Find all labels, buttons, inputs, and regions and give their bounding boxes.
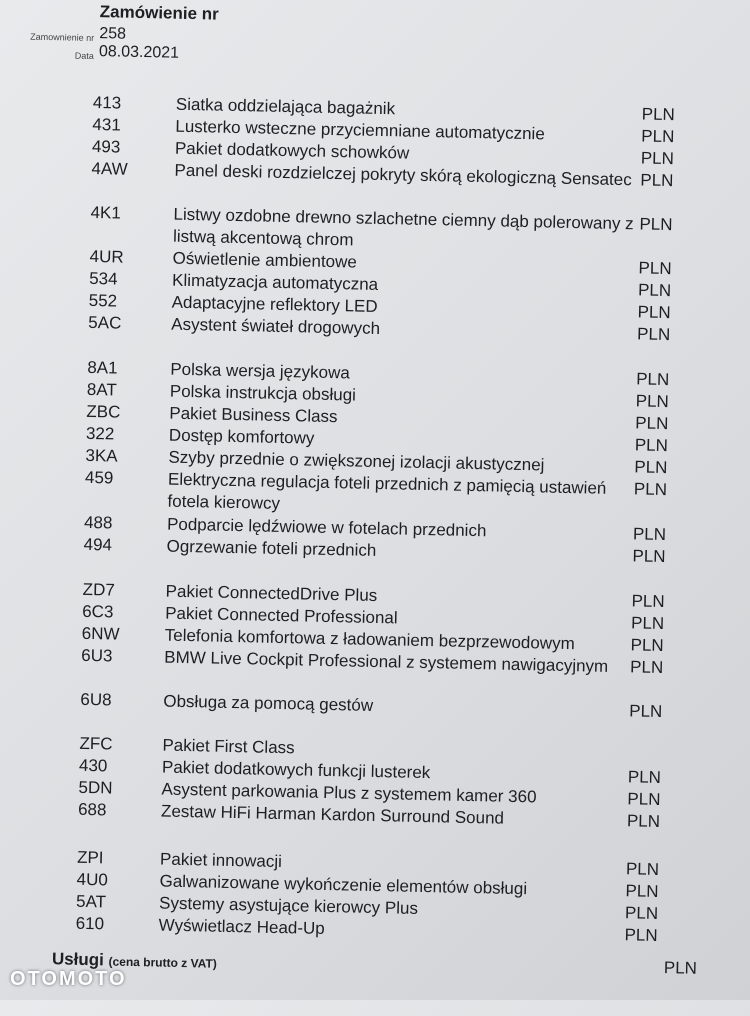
item-currency: PLN xyxy=(632,524,667,545)
item-code: 493 xyxy=(91,136,121,157)
item-code: 688 xyxy=(77,799,107,820)
item-row xyxy=(0,687,705,722)
item-description: Szyby przednie o zwiększonej izolacji akustycznej xyxy=(168,447,545,475)
item-currency: PLN xyxy=(641,126,675,147)
item-code: 431 xyxy=(92,114,121,135)
item-description: Systemy asystujące kierowcy Plus xyxy=(158,893,419,918)
item-description: Pakiet Connected Professional xyxy=(164,603,398,628)
item-currency: PLN xyxy=(637,302,671,323)
item-description: Pakiet Business Class xyxy=(169,403,338,427)
item-currency: PLN xyxy=(627,789,661,810)
item-description: Adaptacyjne reflektory LED xyxy=(171,292,378,316)
item-code: 3KA xyxy=(85,445,118,466)
item-code: ZFC xyxy=(79,733,113,754)
item-currency: PLN xyxy=(632,546,666,567)
item-currency: PLN xyxy=(624,903,659,923)
item-currency: PLN xyxy=(634,457,668,478)
item-description: Pakiet dodatkowych funkcji lusterek xyxy=(161,757,431,783)
item-code: 4U0 xyxy=(76,869,108,890)
services-title: Usługi xyxy=(51,949,105,970)
item-code: 4K1 xyxy=(90,202,122,223)
item-currency: PLN xyxy=(635,413,669,434)
item-currency: PLN xyxy=(630,613,665,634)
item-description: Wyświetlacz Head-Up xyxy=(158,915,325,939)
services-note: (cena brutto z VAT) xyxy=(108,954,217,971)
item-description: BMW Live Cockpit Professional z systemem nawigacyjnym xyxy=(164,647,609,676)
item-code: 430 xyxy=(78,755,108,776)
item-description: Asystent parkowania Plus z systemem kamer 360 xyxy=(161,779,537,807)
item-description: Obsługa za pomocą gestów xyxy=(163,691,374,715)
date-label: Data xyxy=(74,50,94,61)
item-currency: PLN xyxy=(629,657,664,678)
item-currency: PLN xyxy=(624,925,658,945)
item-description: Ogrzewanie foteli przednich xyxy=(166,536,377,560)
item-description: Podparcie lędźwiowe w fotelach przednich xyxy=(166,514,487,541)
item-currency: PLN xyxy=(634,435,669,456)
item-code: ZD7 xyxy=(82,579,115,600)
item-code: 610 xyxy=(75,913,105,934)
item-description: Oświetlenie ambientowe xyxy=(172,248,358,272)
item-description: Galwanizowane wykończenie elementów obsługi xyxy=(159,871,528,899)
item-currency: PLN xyxy=(631,591,665,612)
item-code: 534 xyxy=(88,268,118,289)
item-description: Pakiet First Class xyxy=(162,735,295,758)
item-description: Polska instrukcja obsługi xyxy=(169,381,357,405)
item-row xyxy=(0,200,716,250)
item-description: Elektryczna regulacja foteli przednich z pamięcią ustawień fotela kierowcy xyxy=(167,469,607,513)
item-row xyxy=(0,731,705,758)
item-currency: PLN xyxy=(635,391,670,412)
date-value: 08.03.2021 xyxy=(98,43,180,62)
item-description: Telefonia komfortowa z ładowaniem bezprzewodowym xyxy=(164,625,575,654)
item-code: 8A1 xyxy=(87,357,118,378)
item-code: 552 xyxy=(88,290,118,311)
order-number-label: Zamownienie nr xyxy=(30,31,95,43)
item-code: 494 xyxy=(83,534,113,555)
item-description: Siatka oddzielająca bagażnik xyxy=(175,94,396,119)
item-currency: PLN xyxy=(633,479,668,500)
item-description: Lusterko wsteczne przyciemniane automatycznie xyxy=(175,116,545,144)
item-description: Asystent świateł drogowych xyxy=(171,314,381,339)
item-currency: PLN xyxy=(640,170,674,191)
item-description: Polska wersja językowa xyxy=(170,359,350,383)
item-code: 6NW xyxy=(81,623,120,644)
item-code: 5DN xyxy=(78,777,113,798)
item-currency: PLN xyxy=(636,324,671,345)
item-description: Panel deski rozdzielczej pokryty skórą ekologiczną Sensatec xyxy=(174,160,632,190)
item-code: ZBC xyxy=(86,401,121,422)
item-row xyxy=(0,845,702,879)
item-currency: PLN xyxy=(626,811,661,832)
item-description: Dostęp komfortowy xyxy=(168,425,315,448)
extra-currency: PLN xyxy=(663,958,698,978)
item-code: 4AW xyxy=(91,158,128,179)
item-currency: PLN xyxy=(629,701,663,722)
item-description: Klimatyzacja automatyczna xyxy=(171,270,379,294)
item-currency: PLN xyxy=(640,148,675,169)
otomoto-watermark: OTOMOTO xyxy=(10,968,127,990)
item-code: ZPI xyxy=(76,847,104,868)
item-description: Zestaw HiFi Harman Kardon Surround Sound xyxy=(160,801,505,828)
item-currency: PLN xyxy=(625,881,659,901)
item-code: 6C3 xyxy=(82,601,114,622)
item-currency: PLN xyxy=(625,859,660,879)
item-currency: PLN xyxy=(636,369,670,390)
item-code: 413 xyxy=(92,92,122,113)
item-description: Pakiet innowacji xyxy=(159,849,283,872)
item-code: 4UR xyxy=(89,246,124,267)
order-number-value: 258 xyxy=(99,25,127,43)
item-description: Listwy ozdobne drewno szlachetne ciemny dąb polerowany z listwą akcentową chrom xyxy=(172,204,634,250)
item-code: 488 xyxy=(83,512,113,533)
item-code: 5AT xyxy=(75,891,107,912)
item-code: 6U8 xyxy=(80,689,112,710)
item-code: 6U3 xyxy=(81,645,113,666)
item-currency: PLN xyxy=(639,214,673,235)
item-code: 322 xyxy=(85,423,115,444)
item-currency: PLN xyxy=(630,635,664,656)
item-currency: PLN xyxy=(641,104,676,125)
item-code: 459 xyxy=(84,467,114,488)
item-code: 8AT xyxy=(86,379,117,400)
item-currency: PLN xyxy=(627,767,662,788)
item-currency: PLN xyxy=(637,280,672,301)
item-description: Pakiet ConnectedDrive Plus xyxy=(165,581,378,606)
item-code: 5AC xyxy=(88,312,122,333)
item-description: Pakiet dodatkowych schowków xyxy=(174,138,410,163)
item-currency: PLN xyxy=(638,258,672,279)
document-title: Zamówienie nr xyxy=(99,2,219,24)
